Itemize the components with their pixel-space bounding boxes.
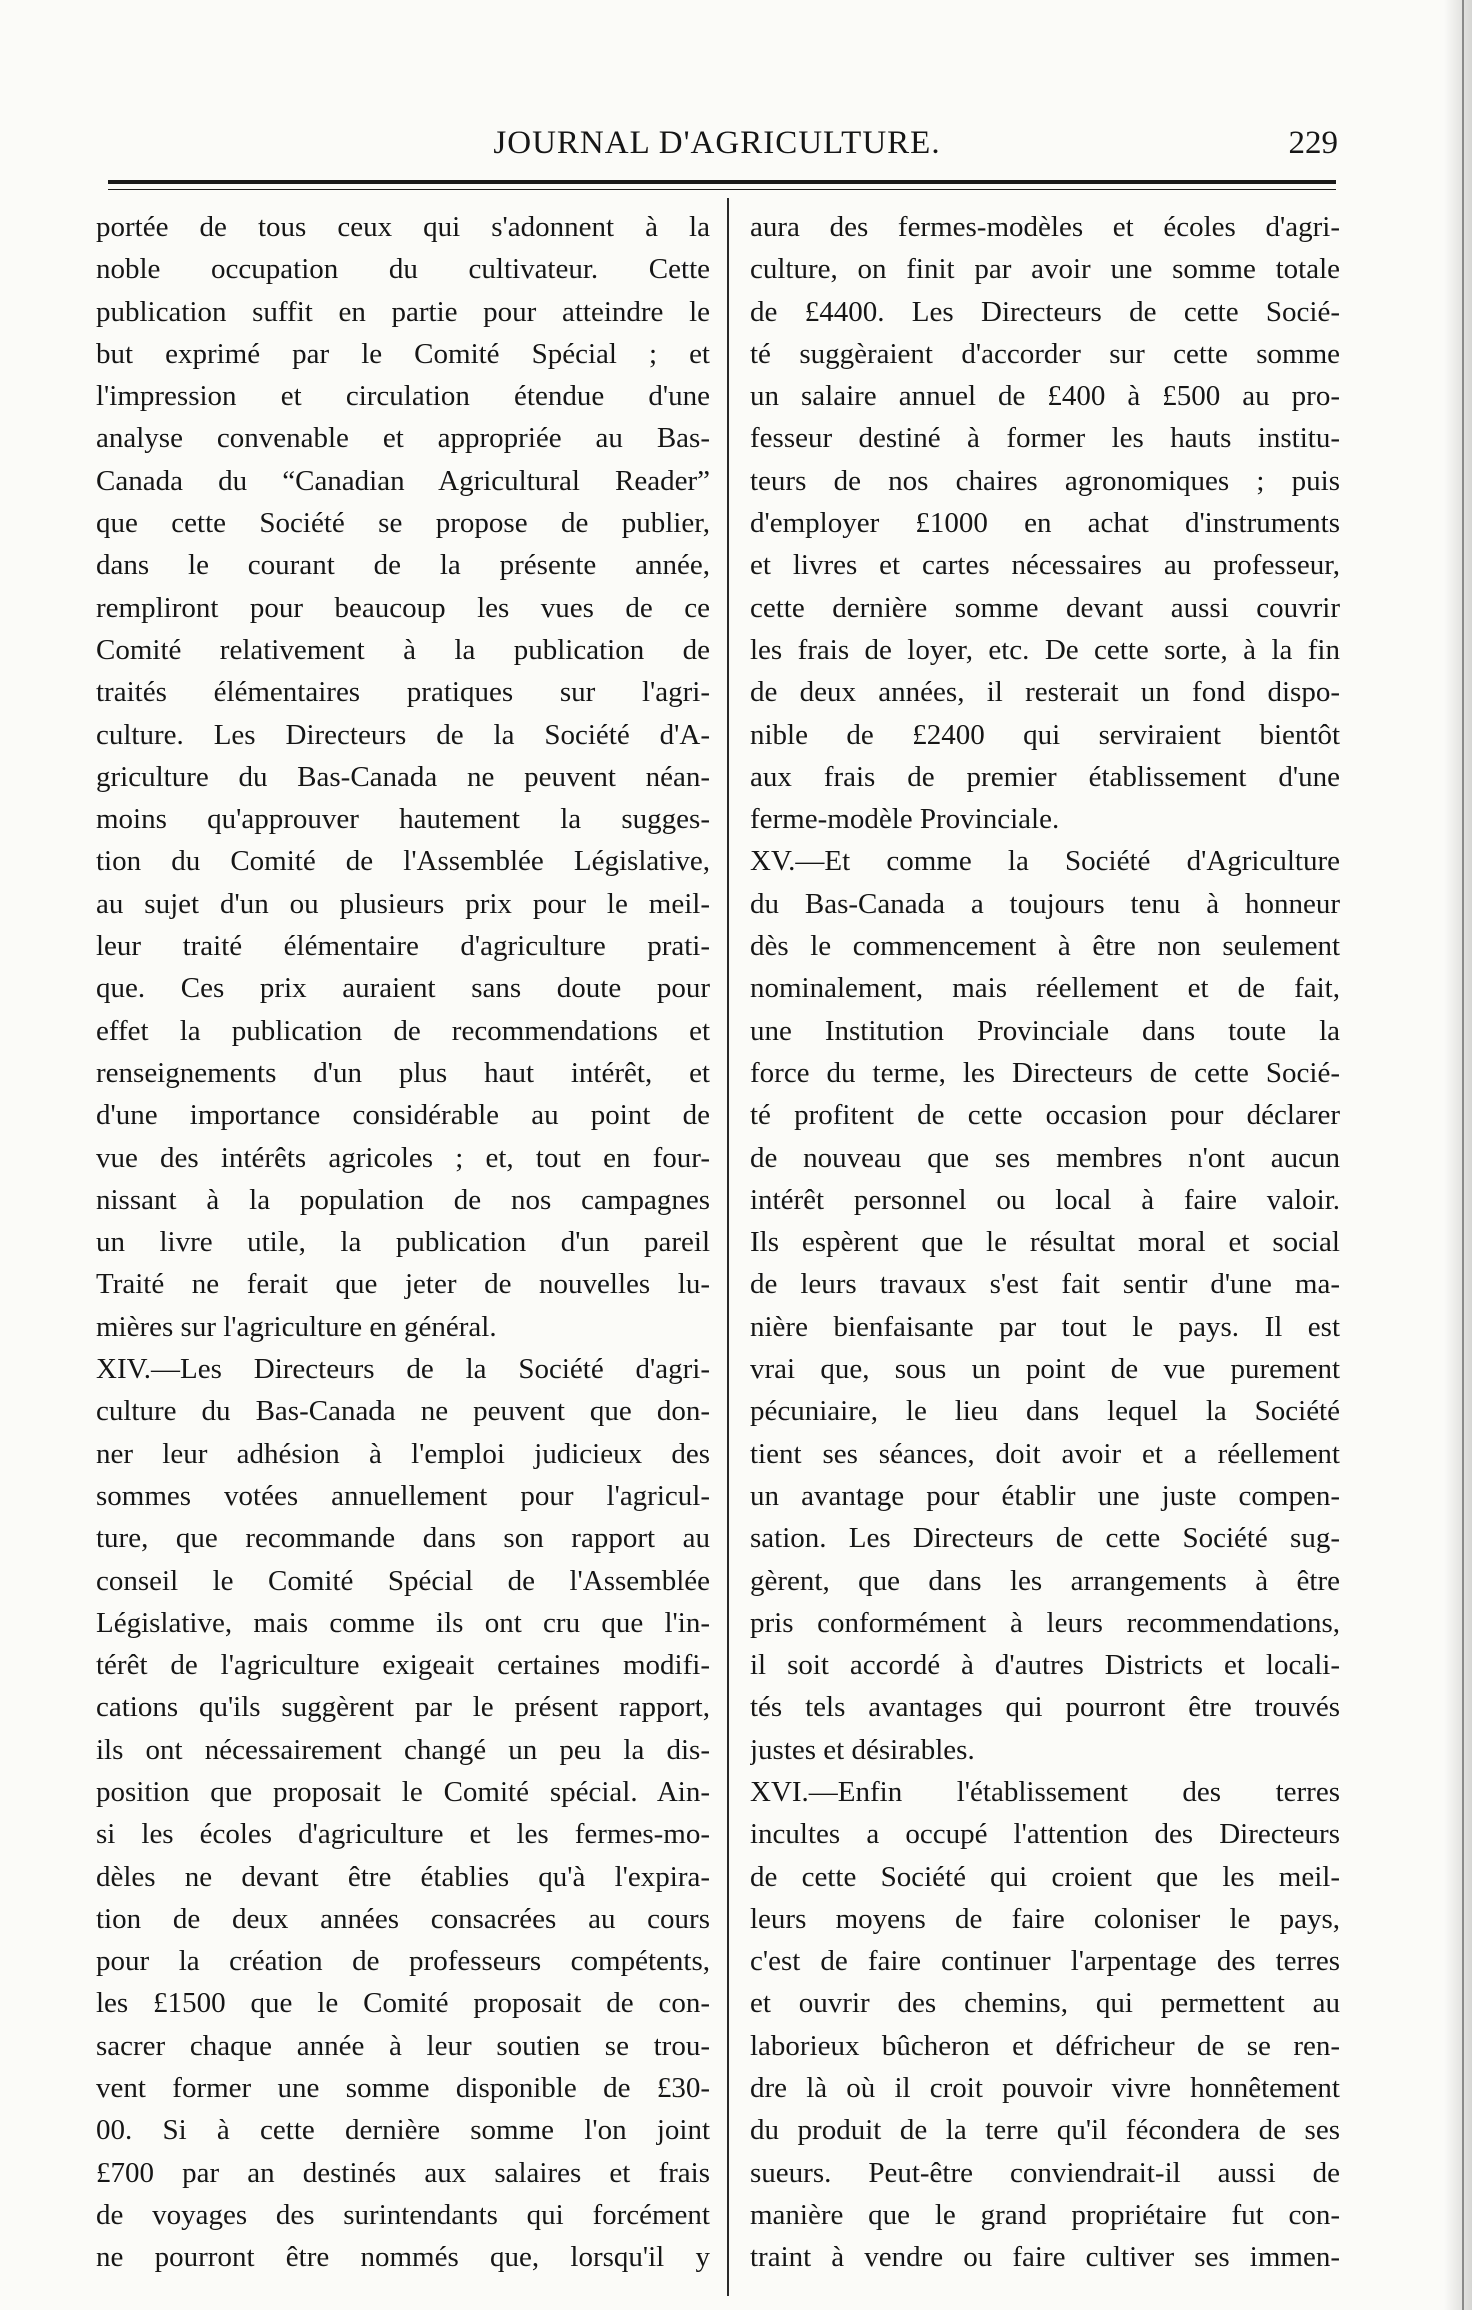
text-line: ne pourront être nommés que, lorsqu'il y — [96, 2241, 710, 2274]
text-line: culture du Bas-Canada ne peuvent que don- — [96, 1395, 710, 1428]
text-line: XVI.—Enfin l'établissement des terres — [750, 1775, 1340, 1808]
text-line: nominalement, mais réellement et de fait, — [750, 972, 1340, 1005]
text-line: sueurs. Peut-être conviendrait-il aussi de — [750, 2156, 1340, 2189]
text-line: mières sur l'agriculture en général. — [96, 1310, 497, 1343]
text-line: térêt de l'agriculture exigeait certaines modifi- — [96, 1649, 710, 1682]
page-edge-shadow — [1444, 0, 1472, 2310]
text-line: cette dernière somme devant aussi couvrir — [750, 591, 1340, 624]
text-line: dans le courant de la présente année, — [96, 549, 710, 582]
text-line: sommes votées annuellement pour l'agricul- — [96, 1479, 710, 1512]
text-line: au sujet d'un ou plusieurs prix pour le meil- — [96, 887, 710, 920]
text-line: d'une importance considérable au point de — [96, 1099, 710, 1132]
text-line: cations qu'ils suggèrent par le présent rapport, — [96, 1691, 710, 1724]
text-line: de voyages des surintendants qui forcément — [96, 2198, 710, 2231]
page-edge-line — [1462, 0, 1464, 2310]
page-header — [96, 118, 1338, 168]
text-line: sacrer chaque année à leur soutien se trou- — [96, 2029, 710, 2062]
text-line: nière bienfaisante par tout le pays. Il est — [750, 1310, 1340, 1343]
text-line: teurs de nos chaires agronomiques ; puis — [750, 464, 1340, 497]
text-line: traités élémentaires pratiques sur l'agri- — [96, 676, 710, 709]
text-line: ner leur adhésion à l'emploi judicieux des — [96, 1437, 710, 1470]
text-line: de cette Société qui croient que les meil- — [750, 1860, 1340, 1893]
text-line: Traité ne ferait que jeter de nouvelles lu- — [96, 1268, 710, 1301]
text-line: position que proposait le Comité spécial. Ain- — [96, 1775, 710, 1808]
text-line: du Bas-Canada a toujours tenu à honneur — [750, 887, 1340, 920]
text-line: culture. Les Directeurs de la Société d'A- — [96, 718, 710, 751]
text-line: sation. Les Directeurs de cette Société sug- — [750, 1522, 1340, 1555]
text-line: un salaire annuel de £400 à £500 au pro- — [750, 380, 1340, 413]
column-divider — [727, 198, 729, 2296]
text-line: 00. Si à cette dernière somme l'on joint — [96, 2114, 710, 2147]
text-line: XV.—Et comme la Société d'Agriculture — [750, 845, 1340, 878]
text-line: dre là où il croit pouvoir vivre honnêtement — [750, 2072, 1340, 2105]
text-line: il soit accordé à d'autres Districts et locali- — [750, 1649, 1340, 1682]
text-line: dèles ne devant être établies qu'à l'expira- — [96, 1860, 710, 1893]
text-line: fesseur destiné à former les hauts institu- — [750, 422, 1340, 455]
text-line: rempliront pour beaucoup les vues de ce — [96, 591, 710, 624]
text-line: une Institution Provinciale dans toute la — [750, 1014, 1340, 1047]
text-line: publication suffit en partie pour atteindre le — [96, 295, 710, 328]
text-line: que. Ces prix auraient sans doute pour — [96, 972, 710, 1005]
text-line: les £1500 que le Comité proposait de con- — [96, 1987, 710, 2020]
text-line: culture, on finit par avoir une somme totale — [750, 253, 1340, 286]
text-line: pécuniaire, le lieu dans lequel la Société — [750, 1395, 1340, 1428]
text-line: laborieux bûcheron et défricheur de se ren- — [750, 2029, 1340, 2062]
text-line: incultes a occupé l'attention des Directeurs — [750, 1818, 1340, 1851]
text-line: de leurs travaux s'est fait sentir d'une ma- — [750, 1268, 1340, 1301]
text-line: vrai que, sous un point de vue purement — [750, 1353, 1340, 1386]
text-line: XIV.—Les Directeurs de la Société d'agri- — [96, 1353, 710, 1386]
text-line: Législative, mais comme ils ont cru que l'in- — [96, 1606, 710, 1639]
text-line: aura des fermes-modèles et écoles d'agri- — [750, 211, 1340, 243]
page-number: 229 — [1288, 125, 1338, 161]
text-line: vent former une somme disponible de £30- — [96, 2072, 710, 2105]
text-line: effet la publication de recommendations et — [96, 1014, 710, 1047]
text-line: de deux années, il resterait un fond dispo- — [750, 676, 1340, 709]
text-line: té suggèraient d'accorder sur cette somme — [750, 337, 1340, 370]
text-line: de £4400. Les Directeurs de cette Socié- — [750, 295, 1340, 328]
text-line: intérêt personnel ou local à faire valoir. — [750, 1183, 1340, 1216]
text-line: noble occupation du cultivateur. Cette — [96, 253, 710, 286]
text-line: ils ont nécessairement changé un peu la dis- — [96, 1733, 710, 1766]
text-line: moins qu'approuver hautement la sugges- — [96, 803, 710, 836]
text-line: si les écoles d'agriculture et les fermes-mo- — [96, 1818, 710, 1851]
text-line: de nouveau que ses membres n'ont aucun — [750, 1141, 1340, 1174]
text-line: un avantage pour établir une juste compen- — [750, 1479, 1340, 1512]
text-line: but exprimé par le Comité Spécial ; et — [96, 337, 710, 370]
text-line: du produit de la terre qu'il fécondera de ses — [750, 2114, 1340, 2147]
text-line: gèrent, que dans les arrangements à être — [750, 1564, 1340, 1597]
text-line: conseil le Comité Spécial de l'Assemblée — [96, 1564, 710, 1597]
text-line: d'employer £1000 en achat d'instruments — [750, 507, 1340, 540]
text-line: Ils espèrent que le résultat moral et social — [750, 1226, 1340, 1259]
text-line: Comité relativement à la publication de — [96, 633, 710, 666]
text-line: les frais de loyer, etc. De cette sorte, à la fin — [750, 633, 1340, 666]
text-line: leurs moyens de faire coloniser le pays, — [750, 1902, 1340, 1935]
header-rule-thick — [108, 180, 1336, 184]
right-column — [750, 206, 1340, 2279]
text-line: dès le commencement à être non seulement — [750, 930, 1340, 963]
text-line: justes et désirables. — [750, 1733, 975, 1766]
text-line: et livres et cartes nécessaires au professeur, — [750, 549, 1340, 582]
text-line: ferme-modèle Provinciale. — [750, 803, 1060, 836]
left-column — [96, 206, 710, 2279]
text-line: vue des intérêts agricoles ; et, tout en four- — [96, 1141, 710, 1174]
text-line: portée de tous ceux qui s'adonnent à la — [96, 211, 710, 243]
text-line: analyse convenable et appropriée au Bas- — [96, 422, 710, 455]
header-rule-thin — [108, 189, 1336, 190]
text-line: l'impression et circulation étendue d'une — [96, 380, 710, 413]
text-line: aux frais de premier établissement d'une — [750, 760, 1340, 793]
text-line: et ouvrir des chemins, qui permettent au — [750, 1987, 1340, 2020]
text-line: tient ses séances, doit avoir et a réellement — [750, 1437, 1340, 1470]
running-title: JOURNAL D'AGRICULTURE. — [493, 125, 941, 161]
text-line: renseignements d'un plus haut intérêt, et — [96, 1056, 710, 1089]
text-line: tion de deux années consacrées au cours — [96, 1902, 710, 1935]
text-line: nissant à la population de nos campagnes — [96, 1183, 710, 1216]
text-line: té profitent de cette occasion pour déclarer — [750, 1099, 1340, 1132]
text-line: c'est de faire continuer l'arpentage des terres — [750, 1945, 1340, 1978]
text-line: pour la création de professeurs compétents, — [96, 1945, 710, 1978]
text-line: un livre utile, la publication d'un pareil — [96, 1226, 710, 1259]
text-line: manière que le grand propriétaire fut con- — [750, 2198, 1340, 2231]
text-line: £700 par an destinés aux salaires et frais — [96, 2156, 710, 2189]
text-line: nible de £2400 qui serviraient bientôt — [750, 718, 1340, 751]
text-line: ture, que recommande dans son rapport au — [96, 1522, 710, 1555]
text-line: tion du Comité de l'Assemblée Législative, — [96, 845, 710, 878]
text-line: griculture du Bas-Canada ne peuvent néan- — [96, 760, 710, 793]
text-line: que cette Société se propose de publier, — [96, 507, 710, 540]
text-line: leur traité élémentaire d'agriculture prati- — [96, 930, 710, 963]
text-line: tés tels avantages qui pourront être trouvés — [750, 1691, 1340, 1724]
text-line: Canada du “Canadian Agricultural Reader” — [96, 464, 710, 497]
text-line: pris conformément à leurs recommendations, — [750, 1606, 1340, 1639]
text-line: force du terme, les Directeurs de cette Socié- — [750, 1056, 1340, 1089]
text-line: traint à vendre ou faire cultiver ses immen- — [750, 2241, 1340, 2274]
